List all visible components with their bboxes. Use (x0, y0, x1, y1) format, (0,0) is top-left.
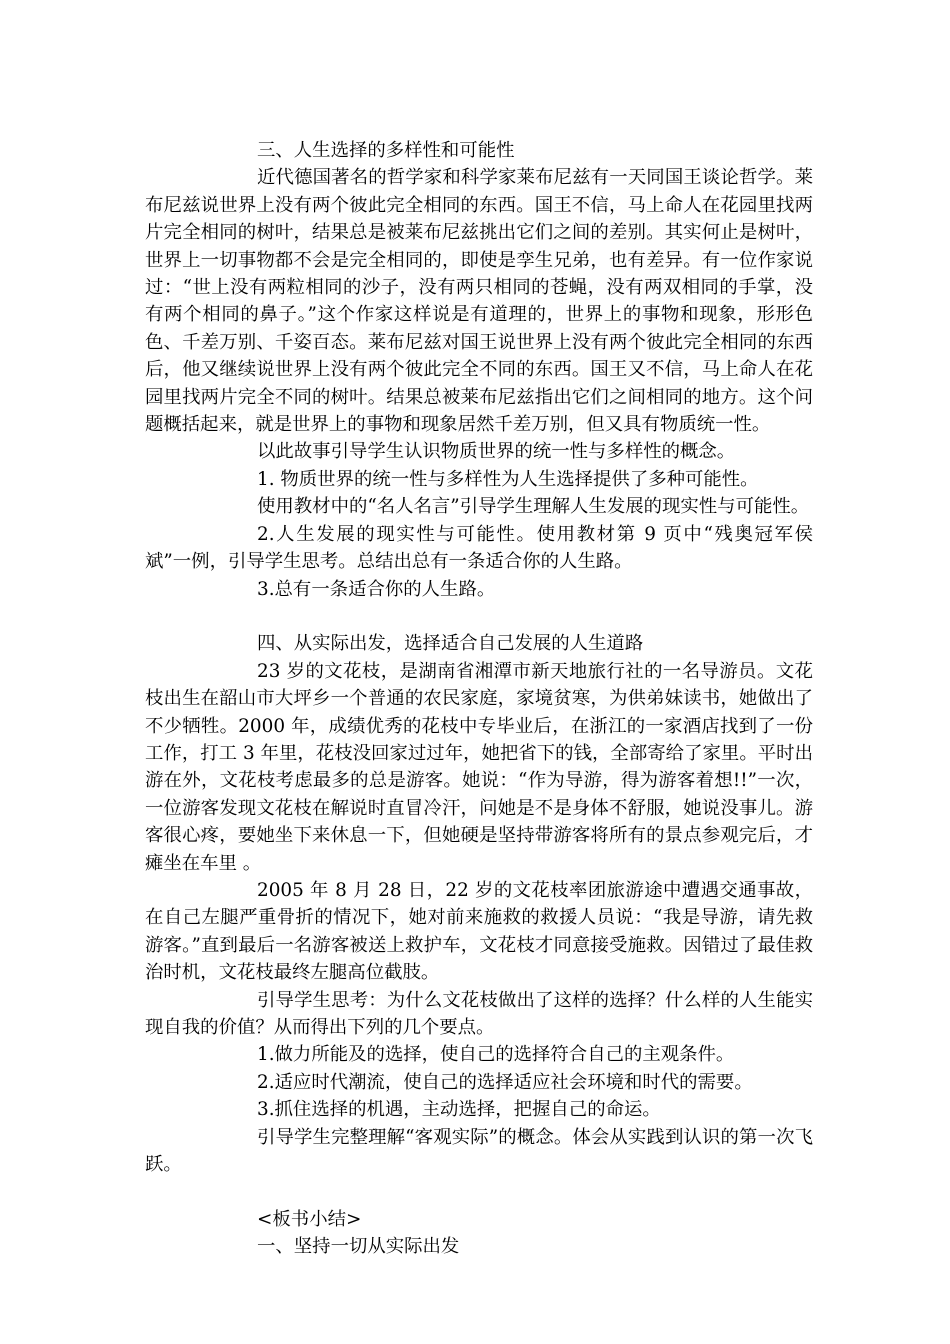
list-item: 1. 物质世界的统一性与多样性为人生选择提供了多种可能性。 (257, 468, 759, 490)
paragraph: 使用教材中的“名人名言”引导学生理解人生发展的现实性与可能性。 (257, 496, 810, 518)
blank-line (145, 603, 813, 630)
list-item: 1.做力所能及的选择，使自己的选择符合自己的主观条件。 (257, 1044, 735, 1066)
paragraph: 2005 年 8 月 28 日，22 岁的文花枝率团旅游途中遭遇交通事故，在自己左腿严重骨折的情况下，她对前来施救的救援人员说：“我是导游，请先救游客。”直到最后一名游客被送上救护车，文花枝才同意接受施救。因错过了最佳救治时机，文花枝最终左腿高位截肢。 (145, 879, 813, 984)
section-heading: 一、坚持一切从实际出发 (257, 1236, 460, 1258)
paragraph: 近代德国著名的哲学家和科学家莱布尼兹有一天同国王谈论哲学。莱布尼兹说世界上没有两个彼此完全相同的东西。国王不信，马上命人在花园里找两片完全相同的树叶，结果总是被莱布尼兹挑出它们之间的差别。其实何止是树叶，世界上一切事物都不会是完全相同的，即使是孪生兄弟，也有差异。有一位作家说过：“世上没有两粒相同的沙子，没有两只相同的苍蝇，没有两双相同的手掌，没有两个相同的鼻子。”这个作家这样说是有道理的，世界上的事物和现象，形形色色、千差万别、千姿百态。莱布尼兹对国王说世界上没有两个彼此完全相同的东西后，他又继续说世界上没有两个彼此完全不同的东西。国王又不信，马上命人在花园里找两片完全不同的树叶。结果总被莱布尼兹指出它们之间相同的地方。这个问题概括起来，就是世界上的事物和现象居然千差万别，但又具有物质统一性。 (145, 167, 813, 436)
list-item: 2.人生发展的现实性与可能性。使用教材第 9 页中“残奥冠军侯斌”一例，引导学生思考。总结出总有一条适合你的人生路。 (145, 523, 813, 573)
section-heading: 三、人生选择的多样性和可能性 (257, 140, 515, 161)
list-item: 3.抓住选择的机遇，主动选择，把握自己的命运。 (257, 1099, 661, 1121)
paragraph: 引导学生思考：为什么文花枝做出了这样的选择？什么样的人生能实现自我的价值？从而得出下列的几个要点。 (145, 989, 813, 1038)
document-body (145, 137, 813, 1261)
paragraph: 引导学生完整理解“客观实际”的概念。体会从实践到认识的第一次飞跃。 (145, 1126, 813, 1176)
paragraph: 以此故事引导学生认识物质世界的统一性与多样性的概念。 (257, 441, 736, 463)
list-item: 3.总有一条适合你的人生路。 (257, 578, 496, 600)
section-heading: 四、从实际出发，选择适合自己发展的人生道路 (257, 633, 644, 655)
blank-line (145, 1178, 813, 1205)
list-item: 2.适应时代潮流，使自己的选择适应社会环境和时代的需要。 (257, 1071, 753, 1093)
board-summary-label: <板书小结> (257, 1208, 362, 1230)
paragraph: 23 岁的文花枝，是湖南省湘潭市新天地旅行社的一名导游员。文花枝出生在韶山市大坪乡一个普通的农民家庭，家境贫寒，为供弟妹读书，她做出了不少牺牲。2000 年，成绩优秀的花枝中专毕业后，在浙江的一家酒店找到了一份工作，打工 3 年里，花枝没回家过过年，她把省下的钱，全部寄给了家里。平时出游在外，文花枝考虑最多的总是游客。她说：“作为导游，得为游客着想!!”一次，一位游客发现文花枝在解说时直冒冷汗，问她是不是身体不舒服，她说没事儿。游客很心疼，要她坐下来休息一下，但她硬是坚持带游客将所有的景点参观完后，才瘫坐在车里 。 (145, 660, 813, 874)
